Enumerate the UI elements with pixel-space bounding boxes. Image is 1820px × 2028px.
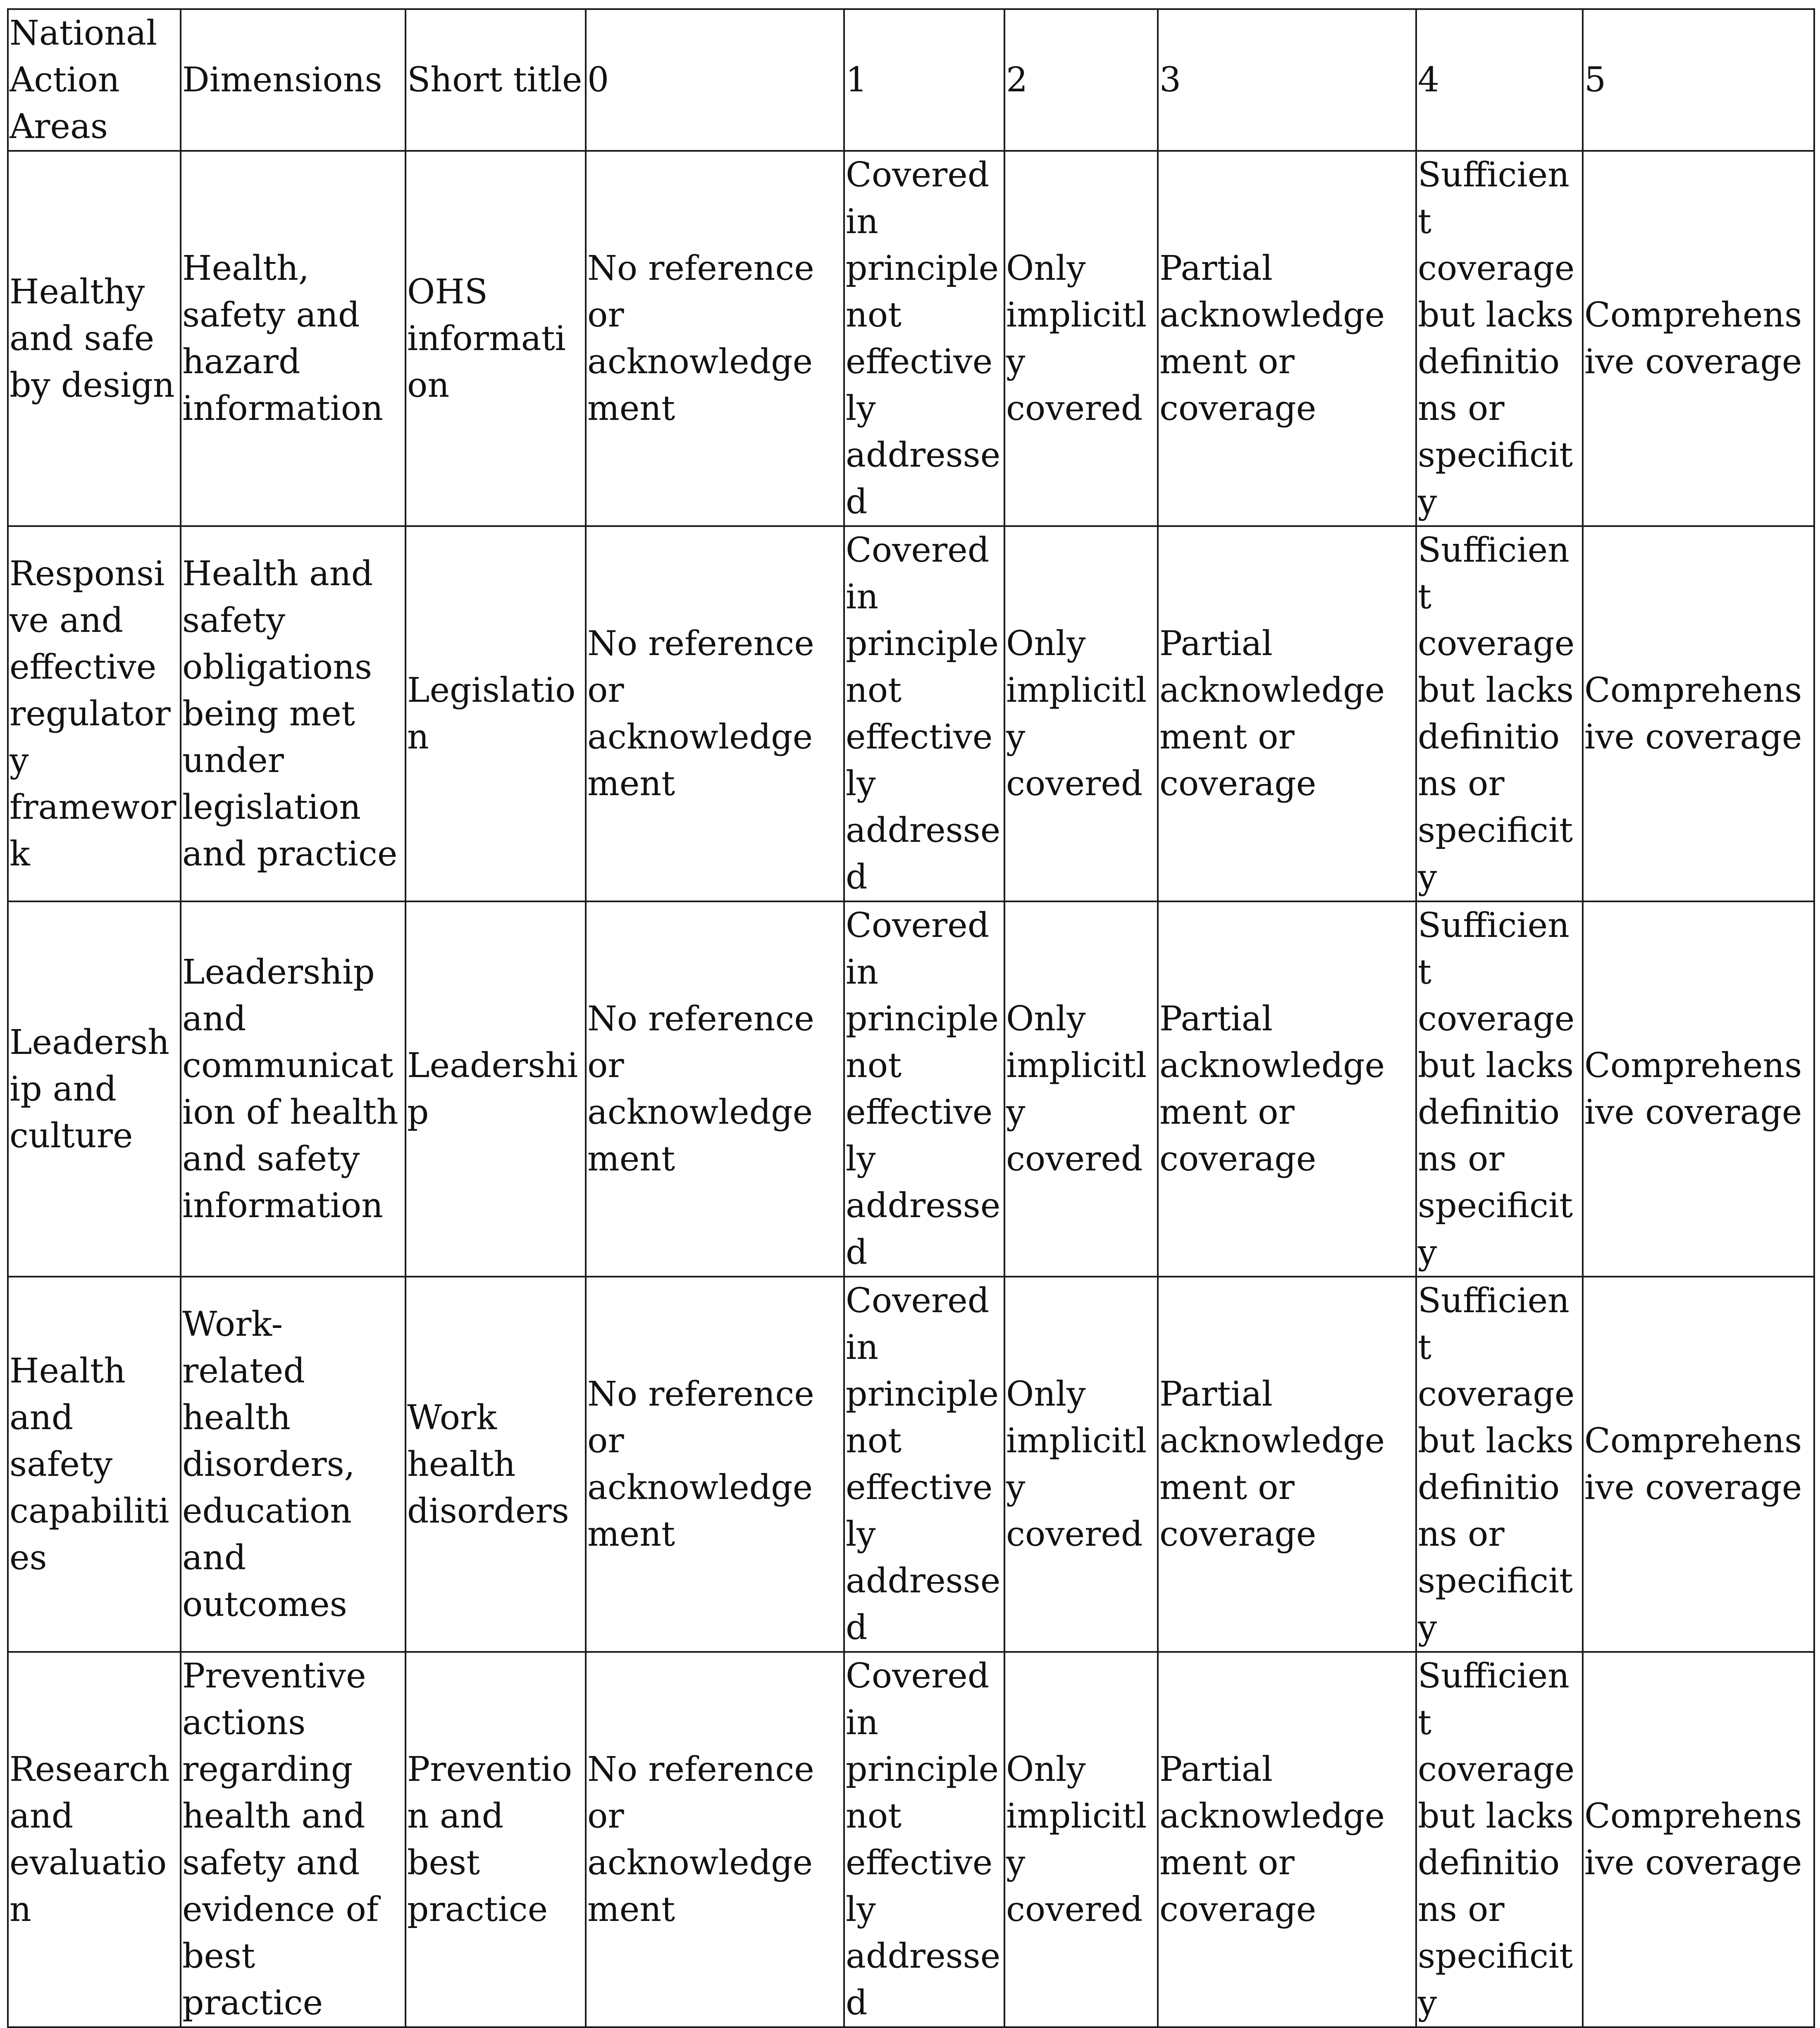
dimension-cell: Health, safety and hazard information [181,151,406,526]
dimension-cell: Leadership and communication of health and safety information [181,901,406,1277]
score-1-cell: Covered in principle not effectively addressed [844,1652,1004,2027]
score-3-cell: Partial acknowledgement or coverage [1158,1277,1416,1652]
score-2-cell: Only implicitly covered [1004,1277,1158,1652]
dimension-cell: Health and safety obligations being met under legislation and practice [181,526,406,901]
score-3-cell: Partial acknowledgement or coverage [1158,526,1416,901]
score-1-cell: Covered in principle not effectively addressed [844,526,1004,901]
action-area-cell: Responsive and effective regulatory framework [8,526,181,901]
score-5-cell: Comprehensive coverage [1583,901,1814,1277]
header-row [8,9,1814,151]
score-5-cell: Comprehensive coverage [1583,151,1814,526]
score-3-cell: Partial acknowledgement or coverage [1158,1652,1416,2027]
score-0-cell: No reference or acknowledgement [586,1277,844,1652]
header-cell: Dimensions [181,9,406,151]
score-4-cell: Sufficient coverage but lacks definitions or specificity [1416,151,1583,526]
score-0-cell: No reference or acknowledgement [586,1652,844,2027]
score-5-cell: Comprehensive coverage [1583,1277,1814,1652]
score-0-cell: No reference or acknowledgement [586,901,844,1277]
score-4-cell: Sufficient coverage but lacks definitions or specificity [1416,1277,1583,1652]
score-0-cell: No reference or acknowledgement [586,151,844,526]
action-area-cell: Health and safety capabilities [8,1277,181,1652]
rubric-table [7,8,1815,2028]
header-cell: National Action Areas [8,9,181,151]
score-5-cell: Comprehensive coverage [1583,1652,1814,2027]
short-title-cell: Work health disorders [406,1277,586,1652]
short-title-cell: OHS information [406,151,586,526]
table-row [8,901,1814,1277]
action-area-cell: Leadership and culture [8,901,181,1277]
score-1-cell: Covered in principle not effectively addressed [844,1277,1004,1652]
header-cell: 0 [586,9,844,151]
header-cell: 5 [1583,9,1814,151]
table-row [8,1277,1814,1652]
score-4-cell: Sufficient coverage but lacks definitions or specificity [1416,1652,1583,2027]
score-2-cell: Only implicitly covered [1004,901,1158,1277]
score-4-cell: Sufficient coverage but lacks definitions or specificity [1416,526,1583,901]
score-2-cell: Only implicitly covered [1004,1652,1158,2027]
score-3-cell: Partial acknowledgement or coverage [1158,151,1416,526]
score-3-cell: Partial acknowledgement or coverage [1158,901,1416,1277]
action-area-cell: Healthy and safe by design [8,151,181,526]
score-2-cell: Only implicitly covered [1004,151,1158,526]
header-cell: 4 [1416,9,1583,151]
header-cell: 1 [844,9,1004,151]
score-5-cell: Comprehensive coverage [1583,526,1814,901]
header-cell: 2 [1004,9,1158,151]
table-row [8,526,1814,901]
score-2-cell: Only implicitly covered [1004,526,1158,901]
short-title-cell: Leadership [406,901,586,1277]
short-title-cell: Prevention and best practice [406,1652,586,2027]
score-0-cell: No reference or acknowledgement [586,526,844,901]
action-area-cell: Research and evaluation [8,1652,181,2027]
score-1-cell: Covered in principle not effectively addressed [844,151,1004,526]
dimension-cell: Work-related health disorders, education and outcomes [181,1277,406,1652]
score-1-cell: Covered in principle not effectively addressed [844,901,1004,1277]
table-row [8,151,1814,526]
header-cell: Short title [406,9,586,151]
header-cell: 3 [1158,9,1416,151]
score-4-cell: Sufficient coverage but lacks definitions or specificity [1416,901,1583,1277]
table-row [8,1652,1814,2027]
dimension-cell: Preventive actions regarding health and safety and evidence of best practice [181,1652,406,2027]
short-title-cell: Legislation [406,526,586,901]
